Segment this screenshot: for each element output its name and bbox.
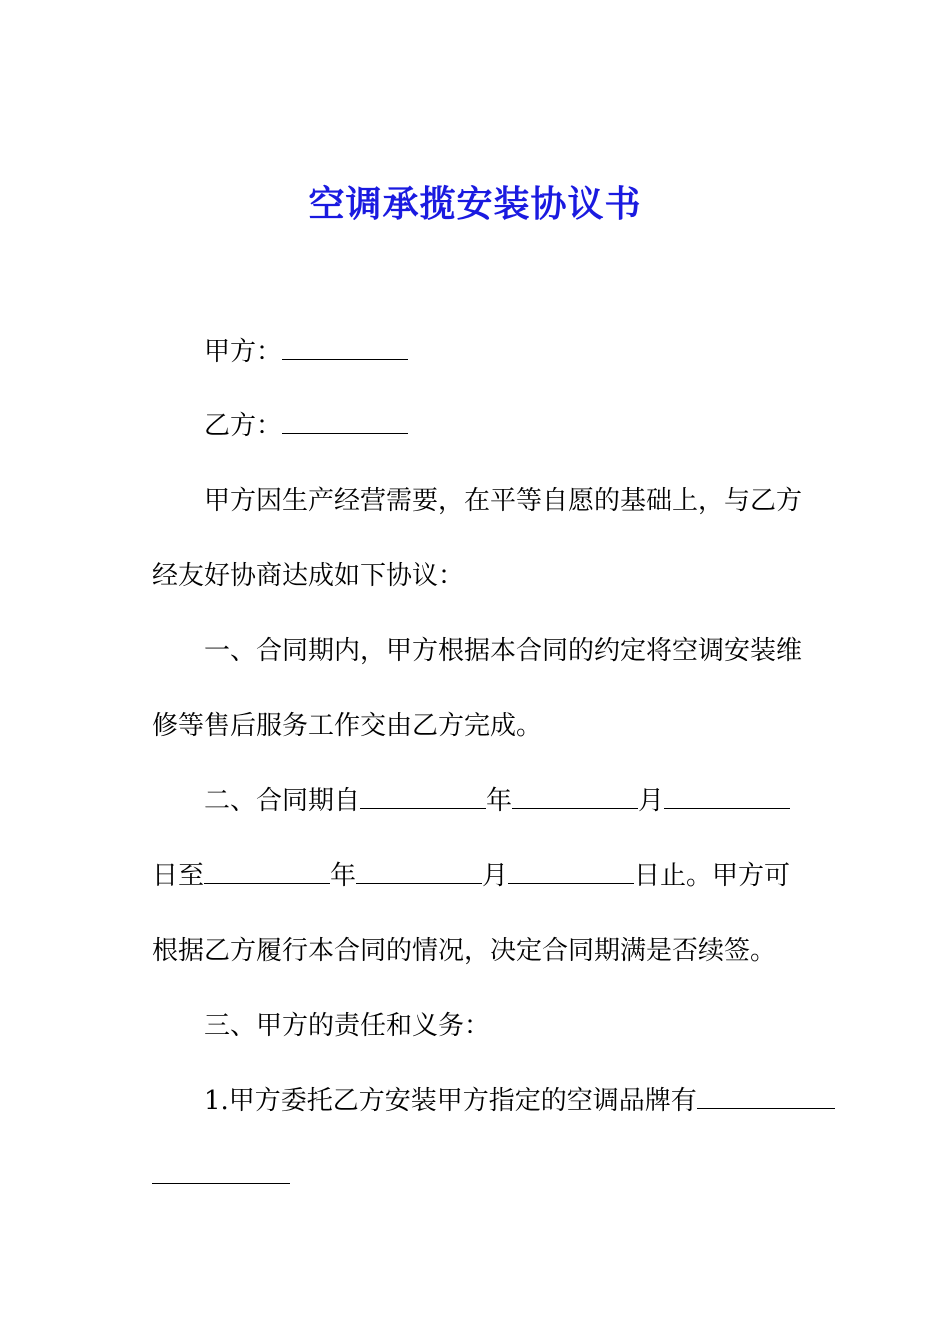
party-b-line xyxy=(204,406,844,446)
intro-line-2: 经友好协商达成如下协议： xyxy=(152,561,465,591)
clause2-prefix: 二、合同期自 xyxy=(204,786,361,816)
clause2-year-label: 年 xyxy=(486,786,513,816)
clause2-line-2 xyxy=(152,856,792,896)
party-a-line xyxy=(204,332,844,372)
clause3-item1 xyxy=(204,1081,844,1121)
clause3-item1-text: 1.甲方委托乙方安装甲方指定的空调品牌有 xyxy=(204,1086,697,1116)
clause2-month2-blank xyxy=(356,863,482,884)
clause1-line-1: 一、合同期内，甲方根据本合同的约定将空调安装维 xyxy=(204,636,803,666)
party-a-blank xyxy=(282,339,408,360)
clause3-heading: 三、甲方的责任和义务： xyxy=(204,1011,491,1041)
clause2-end: 日止。甲方可 xyxy=(634,861,791,891)
brand-blank xyxy=(697,1088,835,1109)
clause2-day-blank xyxy=(664,788,790,809)
clause2-year2-blank xyxy=(204,863,330,884)
clause2-month-label: 月 xyxy=(638,786,665,816)
party-b-blank xyxy=(282,413,408,434)
brand-blank-continued-line xyxy=(152,1156,792,1196)
clause2-day-to: 日至 xyxy=(152,861,205,891)
clause1-line-2: 修等售后服务工作交由乙方完成。 xyxy=(152,711,543,741)
brand-blank-continued xyxy=(152,1163,290,1184)
clause2-line-3: 根据乙方履行本合同的情况，决定合同期满是否续签。 xyxy=(152,936,777,966)
clause2-year2-label: 年 xyxy=(330,861,357,891)
intro-line-1: 甲方因生产经营需要，在平等自愿的基础上，与乙方 xyxy=(204,486,803,516)
party-a-label: 甲方： xyxy=(204,337,283,367)
clause2-day2-blank xyxy=(508,863,634,884)
document-title: 空调承揽安装协议书 xyxy=(308,183,642,225)
clause2-year-blank xyxy=(360,788,486,809)
clause2-month2-label: 月 xyxy=(482,861,509,891)
party-b-label: 乙方： xyxy=(204,411,283,441)
clause2-line-1 xyxy=(204,781,844,821)
clause2-month-blank xyxy=(512,788,638,809)
